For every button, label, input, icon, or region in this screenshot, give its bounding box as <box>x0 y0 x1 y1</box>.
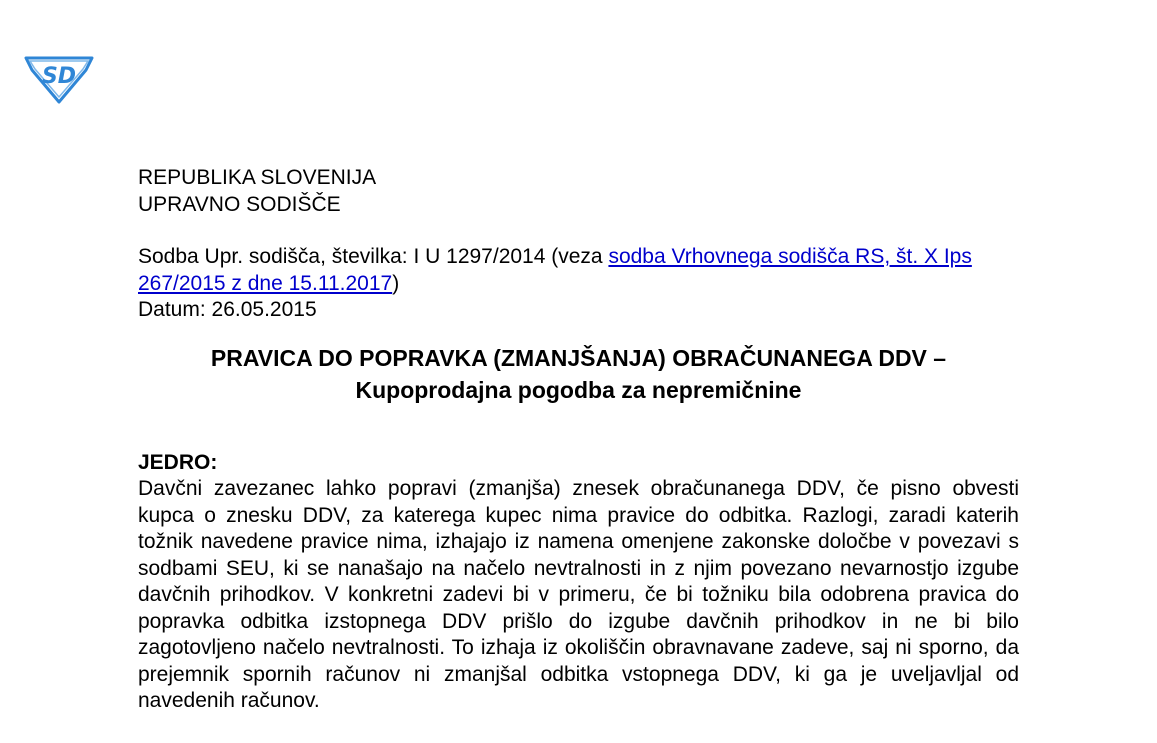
judgment-number: Sodba Upr. sodišča, številka: I U 1297/2014 (veza <box>138 245 609 268</box>
jedro-heading: JEDRO: <box>138 450 218 474</box>
judgment-reference <box>138 244 1019 297</box>
document-title <box>138 342 1019 406</box>
judgment-date: Datum: 26.05.2015 <box>138 298 317 321</box>
jedro-paragraph: Davčni zavezanec lahko popravi (zmanjša) znesek obračunanega DDV, če pisno obvesti kupca o znesku DDV, za katerega kupec nima pravice do odbitka. Razlogi, zaradi katerih tožnik navedene pravice nima, izhajajo iz namena omenjene zakonske določbe v povezavi s sodbami SEU, ki se nanašajo na načelo nevtralnosti in z njim povezano nevarnostjo izgube davčnih prihodkov. V konkretni zadevi bi v primeru, če bi tožniku bila odobrena pravica do popravka odbitka izstopnega DDV prišlo do izgube davčnih prihodkov in ne bi bilo zagotovljeno načelo nevtralnosti. To izhaja iz okoliščin obravnavane zadeve, saj ni sporno, da prejemnik spornih računov ni zmanjšal odbitka vstopnega DDV, ki ga je uveljavljal od navedenih računov. <box>138 477 1019 712</box>
header-court: UPRAVNO SODIŠČE <box>138 192 341 216</box>
judgment-suffix: ) <box>392 271 400 295</box>
document-body <box>138 165 1019 715</box>
header-country: REPUBLIKA SLOVENIJA <box>138 166 377 189</box>
logo-text: SD <box>41 64 77 89</box>
title-line-1: PRAVICA DO POPRAVKA (ZMANJŠANJA) OBRAČUNANEGA DDV – <box>210 344 947 371</box>
spacer <box>138 218 1019 244</box>
court-logo <box>22 50 96 104</box>
sd-shield-logo-icon <box>22 50 96 104</box>
supreme-court-judgment-link[interactable]: sodba Vrhovnega sodišča RS, št. X Ips 267/2015 z dne 15.11.2017 <box>138 245 972 295</box>
title-line-2: Kupoprodajna pogodba za nepremičnine <box>355 376 802 403</box>
